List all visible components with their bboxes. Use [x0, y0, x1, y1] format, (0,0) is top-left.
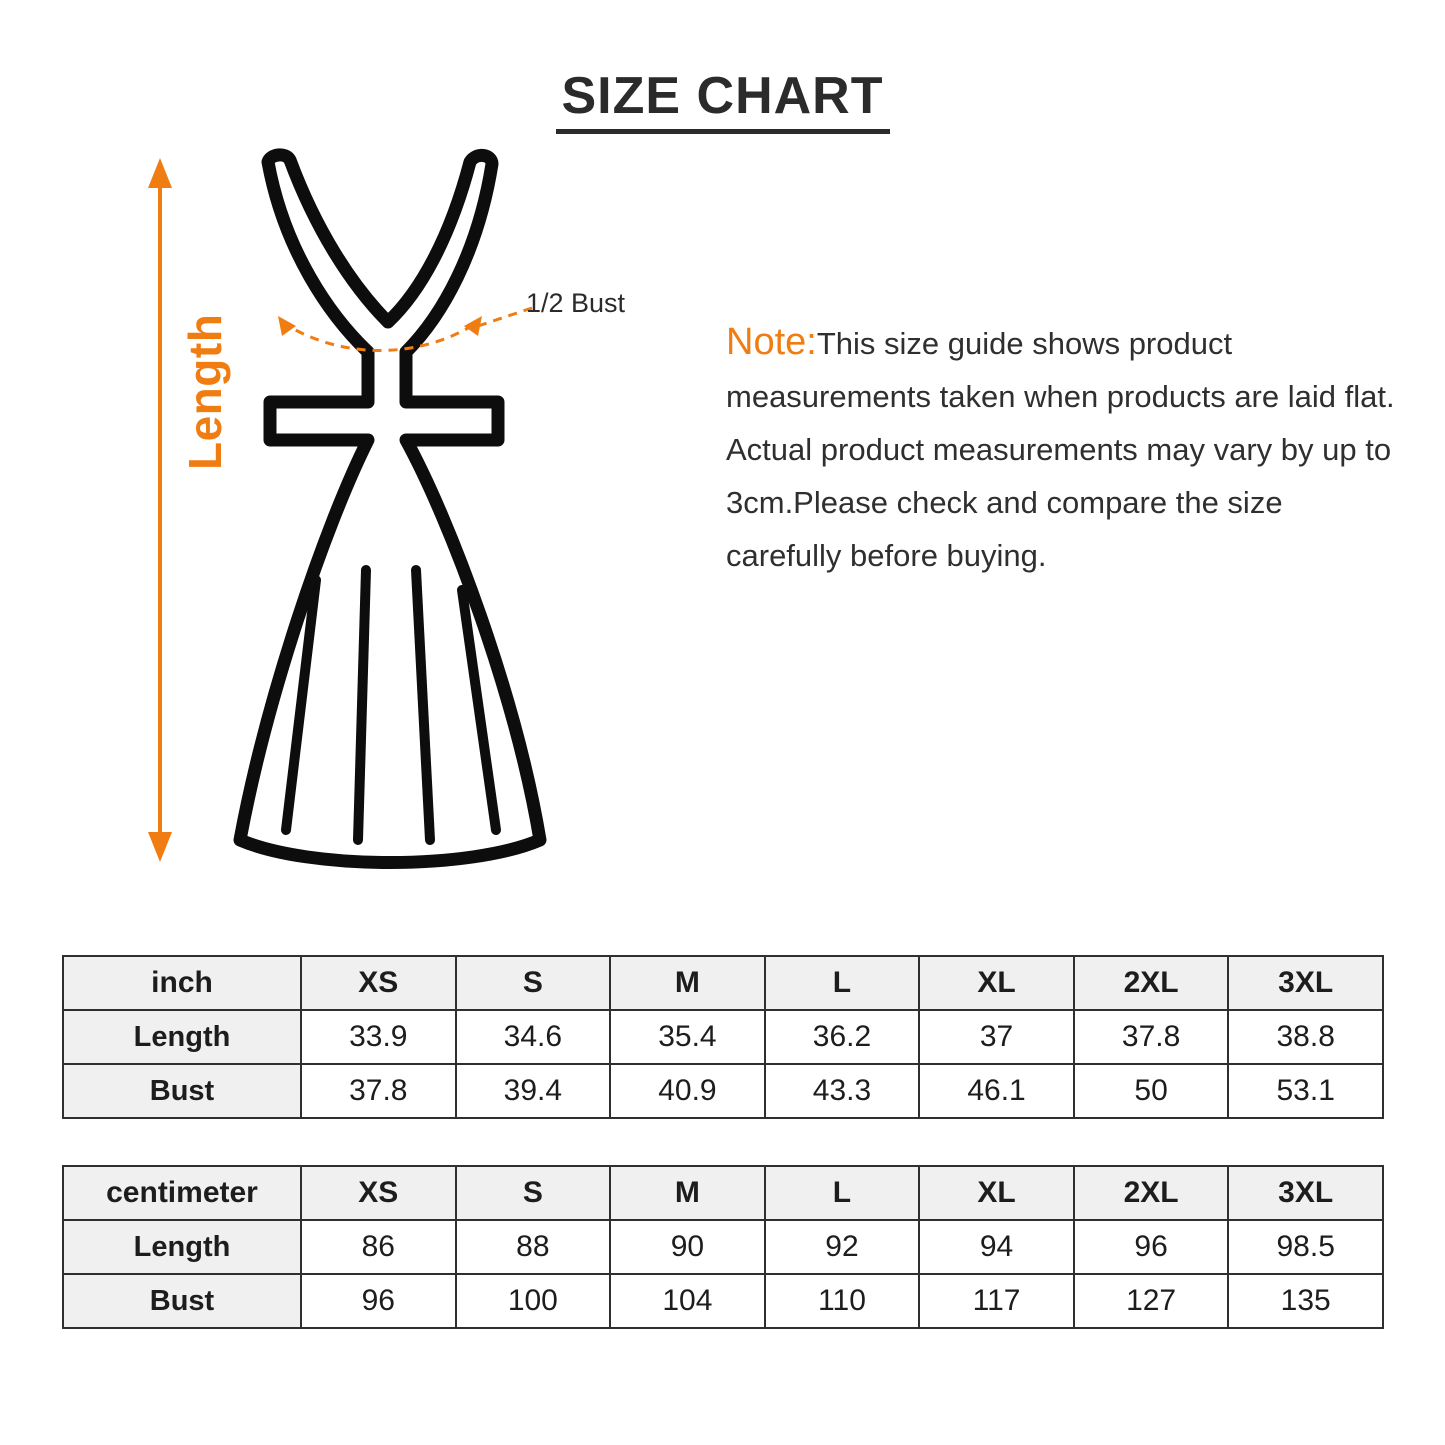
note-heading: Note:	[726, 321, 817, 363]
row-label-length: Length	[63, 1010, 301, 1064]
cell-length-xs: 86	[301, 1220, 456, 1274]
size-table-centimeter	[62, 1165, 1384, 1329]
cell-bust-l: 43.3	[765, 1064, 920, 1118]
cell-bust-xs: 37.8	[301, 1064, 456, 1118]
cell-length-2xl: 37.8	[1074, 1010, 1229, 1064]
cell-length-m: 90	[610, 1220, 765, 1274]
cell-bust-3xl: 53.1	[1228, 1064, 1383, 1118]
cell-length-2xl: 96	[1074, 1220, 1229, 1274]
size-col-xs: XS	[301, 956, 456, 1010]
cell-length-3xl: 38.8	[1228, 1010, 1383, 1064]
cell-length-xl: 37	[919, 1010, 1074, 1064]
table-header-row	[63, 1166, 1383, 1220]
table-row	[63, 1220, 1383, 1274]
unit-label-centimeter: centimeter	[63, 1166, 301, 1220]
cell-length-s: 34.6	[456, 1010, 611, 1064]
table-header-row	[63, 956, 1383, 1010]
cell-length-xs: 33.9	[301, 1010, 456, 1064]
size-col-xl: XL	[919, 956, 1074, 1010]
cell-bust-l: 110	[765, 1274, 920, 1328]
unit-label-inch: inch	[63, 956, 301, 1010]
cell-bust-xs: 96	[301, 1274, 456, 1328]
cell-length-l: 92	[765, 1220, 920, 1274]
cell-bust-s: 100	[456, 1274, 611, 1328]
cell-bust-2xl: 50	[1074, 1064, 1229, 1118]
cell-length-xl: 94	[919, 1220, 1074, 1274]
size-col-s: S	[456, 1166, 611, 1220]
size-col-3xl: 3XL	[1228, 956, 1383, 1010]
size-col-2xl: 2XL	[1074, 956, 1229, 1010]
cell-length-m: 35.4	[610, 1010, 765, 1064]
dress-outline-icon	[120, 140, 700, 930]
size-col-xl: XL	[919, 1166, 1074, 1220]
row-label-length: Length	[63, 1220, 301, 1274]
size-col-xs: XS	[301, 1166, 456, 1220]
dress-illustration	[60, 140, 700, 930]
size-col-l: L	[765, 956, 920, 1010]
row-label-bust: Bust	[63, 1274, 301, 1328]
cell-bust-s: 39.4	[456, 1064, 611, 1118]
note-block	[726, 316, 1398, 582]
table-row	[63, 1274, 1383, 1328]
cell-length-s: 88	[456, 1220, 611, 1274]
cell-length-l: 36.2	[765, 1010, 920, 1064]
cell-bust-xl: 117	[919, 1274, 1074, 1328]
size-col-3xl: 3XL	[1228, 1166, 1383, 1220]
size-col-m: M	[610, 956, 765, 1010]
half-bust-label: 1/2 Bust	[526, 288, 626, 318]
size-col-s: S	[456, 956, 611, 1010]
size-col-l: L	[765, 1166, 920, 1220]
cell-bust-m: 104	[610, 1274, 765, 1328]
cell-bust-xl: 46.1	[919, 1064, 1074, 1118]
cell-length-3xl: 98.5	[1228, 1220, 1383, 1274]
cell-bust-m: 40.9	[610, 1064, 765, 1118]
table-row	[63, 1064, 1383, 1118]
row-label-bust: Bust	[63, 1064, 301, 1118]
cell-bust-3xl: 135	[1228, 1274, 1383, 1328]
page-title: SIZE CHART	[556, 68, 890, 134]
length-label: Length	[179, 313, 231, 470]
table-row	[63, 1010, 1383, 1064]
size-table-inch	[62, 955, 1384, 1119]
note-body: This size guide shows product measurements taken when products are laid flat. Actual product measurements may vary by up to 3cm.Please check and compare the size carefully before buying.	[726, 326, 1395, 573]
size-col-m: M	[610, 1166, 765, 1220]
cell-bust-2xl: 127	[1074, 1274, 1229, 1328]
page-title-wrap	[0, 68, 1445, 134]
size-col-2xl: 2XL	[1074, 1166, 1229, 1220]
